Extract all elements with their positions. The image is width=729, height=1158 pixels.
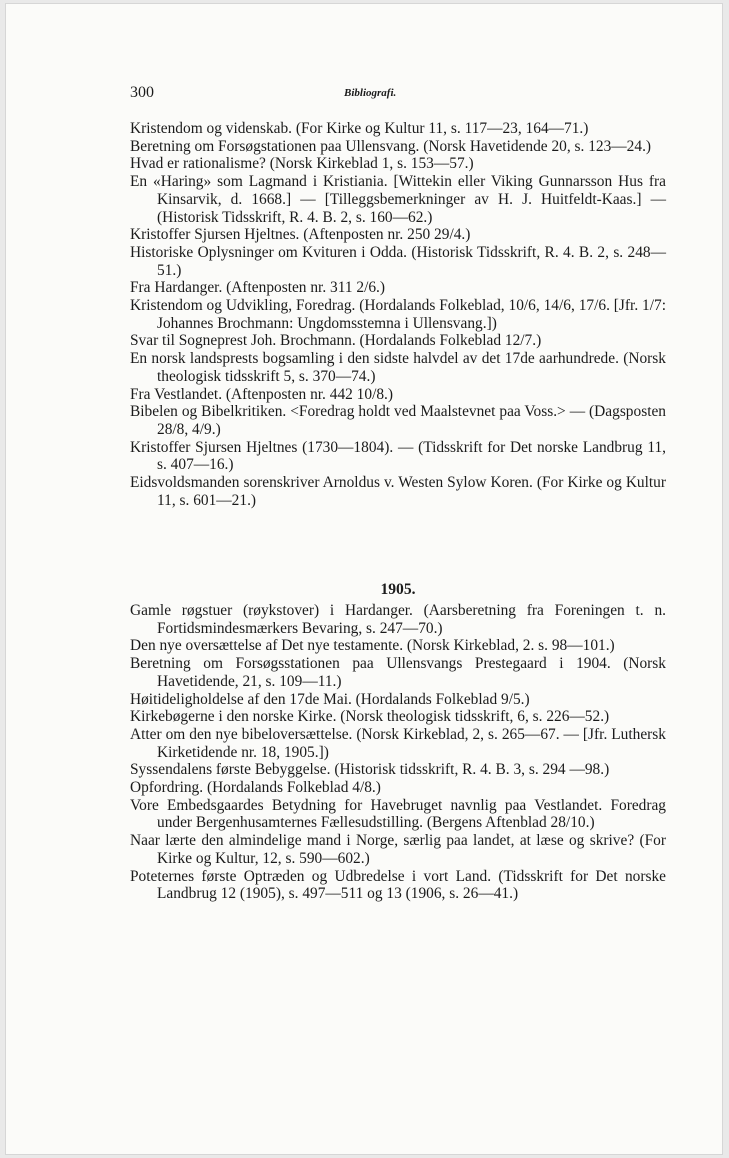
bibliography-list-1905 (130, 602, 666, 903)
bibliography-entry: Vore Embedsgaardes Betydning for Havebruget navnlig paa Vestlandet. Foredrag under Bergenhusamternes Fællesudstilling. (Bergens Aftenblad 28/10.) (130, 796, 666, 832)
bibliography-entry: En norsk landsprests bogsamling i den sidste halvdel av det 17de aarhundrede. (Norsk theologisk tidsskrift 5, s. 370—74.) (130, 350, 666, 385)
bibliography-entry: Beretning om Forsøgsstationen paa Ullensvangs Prestegaard i 1904. (Norsk Havetidende, 21, s. 109—11.) (130, 655, 666, 690)
page-header (130, 84, 670, 106)
bibliography-entry: En «Haring» som Lagmand i Kristiania. [Wittekin eller Viking Gunnarsson Hus fra Kinsarvik, d. 1668.] — [Tilleggsbemerkninger av H. J. Huitfeldt-Kaas.] — (Historisk Tidsskrift, R. 4. B. 2, s. 160—62.) (130, 173, 666, 226)
bibliography-entry: Atter om den nye bibeloversættelse. (Norsk Kirkeblad, 2, s. 265—67. — [Jfr. Luthersk Kirketidende nr. 18, 1905.]) (130, 725, 666, 761)
bibliography-entry: Gamle røgstuer (røykstover) i Hardanger. (Aarsberetning fra Foreningen t. n. Fortidsmindesmærkers Bevaring, s. 247—70.) (130, 602, 666, 637)
bibliography-entry: Svar til Sogneprest Joh. Brochmann. (Hordalands Folkeblad 12/7.) (130, 332, 542, 350)
bibliography-entry: Den nye oversættelse af Det nye testamente. (Norsk Kirkeblad, 2. s. 98—101.) (130, 637, 615, 655)
bibliography-entry: Bibelen og Bibelkritiken. <Foredrag holdt ved Maalstevnet paa Voss.> — (Dagsposten 28/8, 4/9.) (130, 403, 666, 438)
page-number: 300 (130, 84, 154, 101)
bibliography-entry: Fra Vestlandet. (Aftenposten nr. 442 10/8.) (130, 385, 394, 403)
bibliography-entry: Hvad er rationalisme? (Norsk Kirkeblad 1, s. 153—57.) (130, 155, 474, 173)
bibliography-entry: Naar lærte den almindelige mand i Norge, særlig paa landet, at læse og skrive? (For Kirke og Kultur, 12, s. 590—602.) (130, 832, 666, 867)
bibliography-entry: Kristoffer Sjursen Hjeltnes (1730—1804). — (Tidsskrift for Det norske Landbrug 11, s. 407—16.) (130, 438, 666, 474)
bibliography-entry: Eidsvoldsmanden sorenskriver Arnoldus v. Westen Sylow Koren. (For Kirke og Kultur 11, s. 601—21.) (130, 474, 666, 509)
bibliography-list-1904 (130, 120, 666, 509)
bibliography-entry: Kristendom og Udvikling, Foredrag. (Hordalands Folkeblad, 10/6, 14/6, 17/6. [Jfr. 1/7: Johannes Brochmann: Ungdomsstemna i Ullensvang.]) (130, 297, 666, 332)
bibliography-entry: Høitideligholdelse af den 17de Mai. (Hordalands Folkeblad 9/5.) (130, 690, 530, 708)
running-title: Bibliografi. (344, 87, 397, 99)
bibliography-entry: Fra Hardanger. (Aftenposten nr. 311 2/6.) (130, 279, 386, 297)
bibliography-entry: Kristendom og videnskab. (For Kirke og Kultur 11, s. 117—23, 164—71.) (130, 120, 589, 137)
bibliography-entry: Historiske Oplysninger om Kvituren i Odda. (Historisk Tidsskrift, R. 4. B. 2, s. 248—51.) (130, 243, 666, 279)
bibliography-entry: Kirkebøgerne i den norske Kirke. (Norsk theologisk tidsskrift, 6, s. 226—52.) (130, 708, 610, 726)
year-heading: 1905. (380, 581, 416, 598)
book-page (6, 4, 722, 1154)
bibliography-entry: Opfordring. (Hordalands Folkeblad 4/8.) (130, 779, 381, 797)
bibliography-entry: Beretning om Forsøgstationen paa Ullensvang. (Norsk Havetidende 20, s. 123—24.) (130, 137, 652, 155)
bibliography-entry: Kristoffer Sjursen Hjeltnes. (Aftenposten nr. 250 29/4.) (130, 226, 471, 244)
bibliography-entry: Syssendalens første Bebyggelse. (Historisk tidsskrift, R. 4. B. 3, s. 294 —98.) (130, 761, 610, 779)
bibliography-entry: Poteternes første Optræden og Udbredelse i vort Land. (Tidsskrift for Det norske Landbrug 12 (1905), s. 497—511 og 13 (1906, s. 26—41.) (130, 867, 666, 903)
